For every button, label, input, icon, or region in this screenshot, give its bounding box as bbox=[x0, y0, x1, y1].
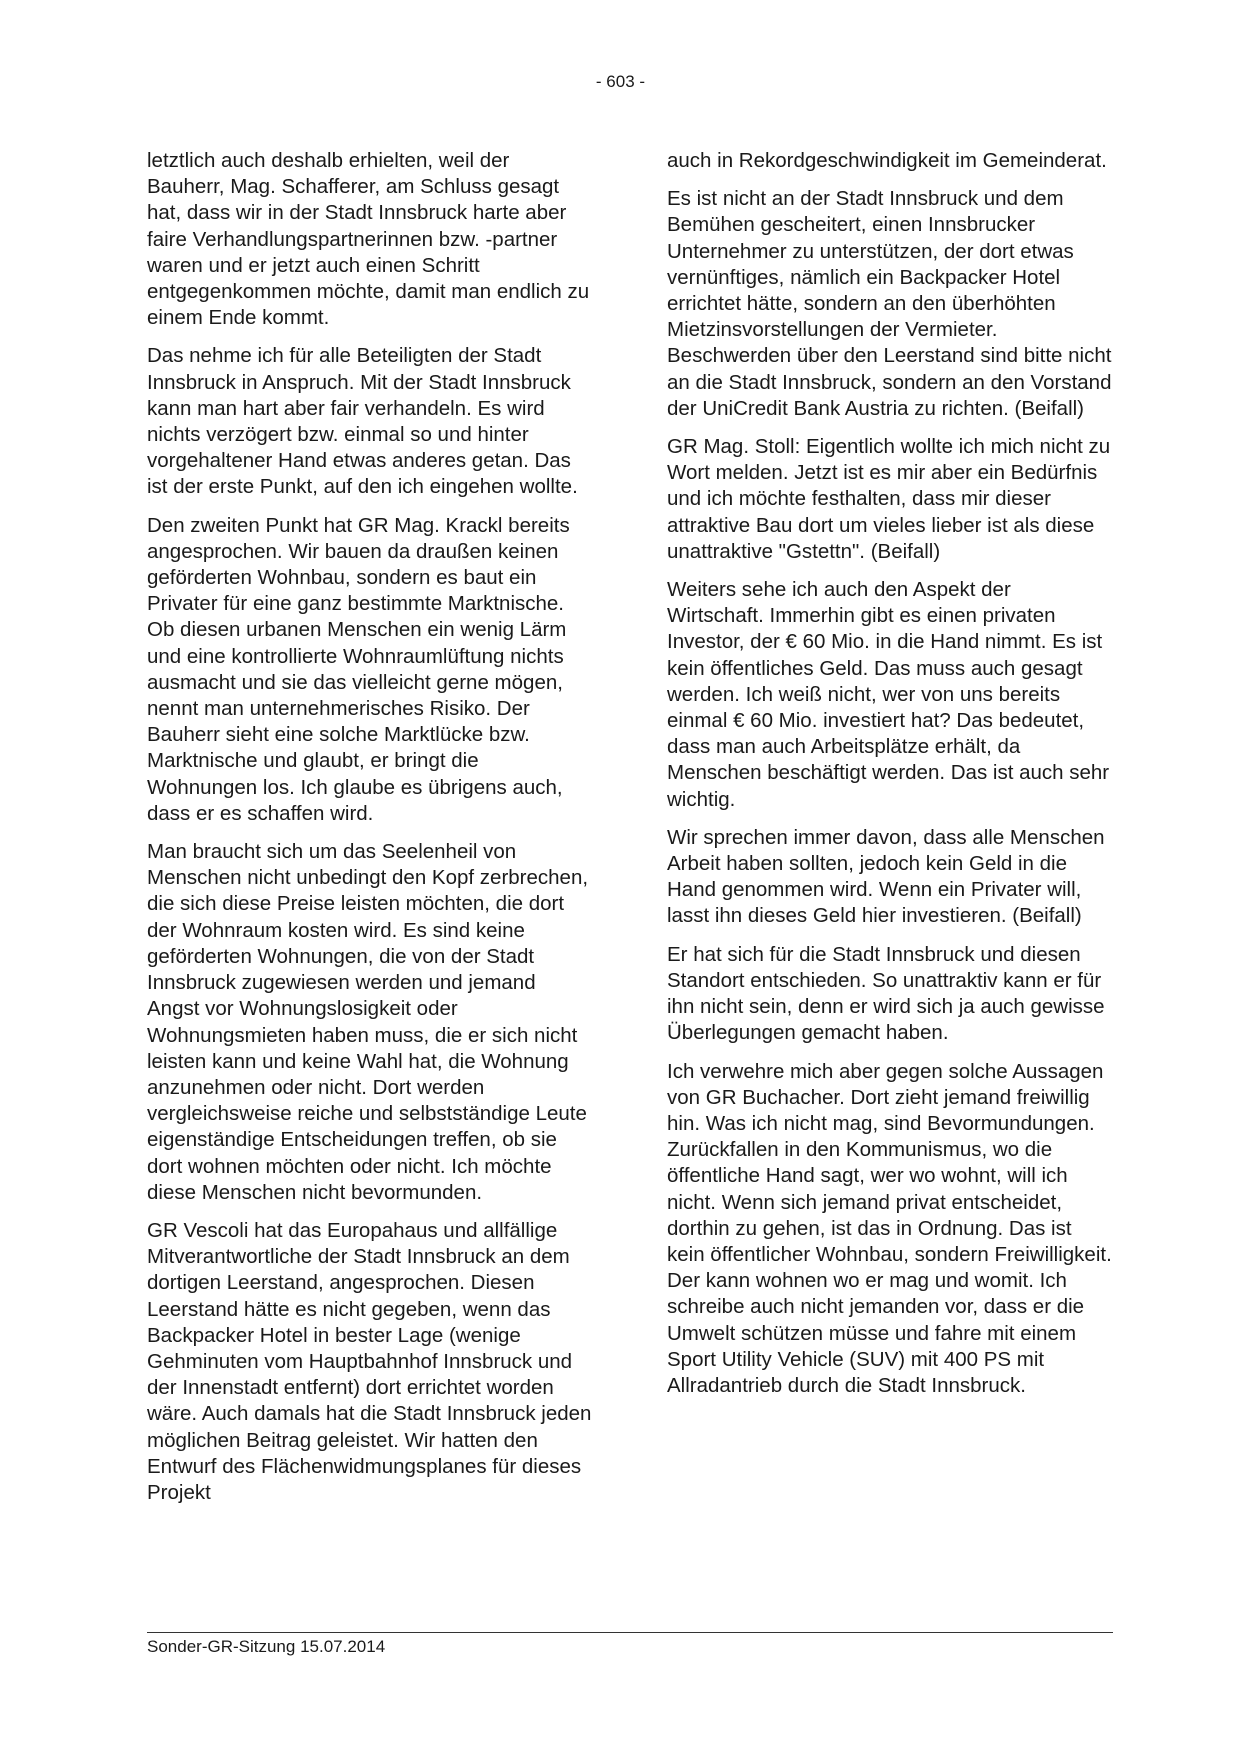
right-column bbox=[667, 148, 1112, 1411]
paragraph: GR Mag. Stoll: Eigentlich wollte ich mich nicht zu Wort melden. Jetzt ist es mir aber ein Bedürfnis und ich möchte festhalten, dass mir dieser attraktive Bau dort um vieles lieber ist als diese unattraktive "Gstettn". (Beifall) bbox=[667, 435, 1111, 563]
paragraph: Wir sprechen immer davon, dass alle Menschen Arbeit haben sollten, jedoch kein Geld in die Hand genommen wird. Wenn ein Privater will, lasst ihn dieses Geld hier investieren. (Beifall) bbox=[667, 825, 1105, 928]
paragraph: Er hat sich für die Stadt Innsbruck und diesen Standort entschieden. So unattraktiv kann er für ihn nicht sein, denn er wird sich ja auch gewisse Überlegungen gemacht haben. bbox=[667, 942, 1105, 1045]
paragraph: Ich verwehre mich aber gegen solche Aussagen von GR Buchacher. Dort zieht jemand freiwillig hin. Was ich nicht mag, sind Bevormundungen. Zurückfallen in den Kommunismus, wo die öffentliche Hand sagt, wer wo wohnt, will ich nicht. Wenn sich jemand privat entscheidet, dorthin zu gehen, ist das in Ordnung. Das ist kein öffentlicher Wohnbau, sondern Freiwilligkeit. Der kann wohnen wo er mag und womit. Ich schreibe auch nicht jemanden vor, dass er die Umwelt schützen müsse und fahre mit einem Sport Utility Vehicle (SUV) mit 400 PS mit Allradantrieb durch die Stadt Innsbruck. bbox=[667, 1059, 1112, 1397]
paragraph: Es ist nicht an der Stadt Innsbruck und dem Bemühen gescheitert, einen Innsbrucker Unternehmer zu unterstützen, der dort etwas vernünftiges, nämlich ein Backpacker Hotel errichtet hätte, sondern an den überhöhten Mietzinsvorstellungen der Vermieter. Beschwerden über den Leerstand sind bitte nicht an die Stadt Innsbruck, sondern an den Vorstand der UniCredit Bank Austria zu richten. (Beifall) bbox=[667, 187, 1112, 420]
left-column bbox=[147, 148, 592, 1518]
paragraph: Weiters sehe ich auch den Aspekt der Wirtschaft. Immerhin gibt es einen privaten Investor, der € 60 Mio. in die Hand nimmt. Es ist kein öffentliches Geld. Das muss auch gesagt werden. Ich weiß nicht, wer von uns bereits einmal € 60 Mio. investiert hat? Das bedeutet, dass man auch Arbeitsplätze erhält, da Menschen beschäftigt werden. Das ist auch sehr wichtig. bbox=[667, 578, 1110, 811]
page-number: - 603 - bbox=[595, 72, 646, 91]
paragraph: auch in Rekordgeschwindigkeit im Gemeinderat. bbox=[667, 149, 1107, 172]
paragraph: letztlich auch deshalb erhielten, weil der Bauherr, Mag. Schafferer, am Schluss gesagt hat, dass wir in der Stadt Innsbruck harte aber faire Verhandlungspartnerinnen bzw. -partner waren und er jetzt auch einen Schritt entgegenkommen möchte, damit man endlich zu einem Ende kommt. bbox=[147, 149, 590, 330]
footer-text: Sonder-GR-Sitzung 15.07.2014 bbox=[147, 1637, 386, 1656]
paragraph: Den zweiten Punkt hat GR Mag. Krackl bereits angesprochen. Wir bauen da draußen keinen geförderten Wohnbau, sondern es baut ein Privater für eine ganz bestimmte Marktnische. Ob diesen urbanen Menschen ein wenig Lärm und eine kontrollierte Wohnraumlüftung nichts ausmacht und sie das vielleicht gerne mögen, nennt man unternehmerisches Risiko. Der Bauherr sieht eine solche Marktlücke bzw. Marktnische und glaubt, er bringt die Wohnungen los. Ich glaube es übrigens auch, dass er es schaffen wird. bbox=[147, 513, 570, 825]
paragraph: Das nehme ich für alle Beteiligten der Stadt Innsbruck in Anspruch. Mit der Stadt Innsbruck kann man hart aber fair verhandeln. Es wird nichts verzögert bzw. einmal so und hinter vorgehaltener Hand etwas anderes getan. Das ist der erste Punkt, auf den ich eingehen wollte. bbox=[147, 344, 578, 499]
footer-rule bbox=[147, 1632, 1113, 1633]
paragraph: Man braucht sich um das Seelenheil von Menschen nicht unbedingt den Kopf zerbrechen, die sich diese Preise leisten möchten, die dort der Wohnraum kosten wird. Es sind keine geförderten Wohnungen, die von der Stadt Innsbruck zugewiesen werden und jemand Angst vor Wohnungslosigkeit oder Wohnungsmieten haben muss, die er sich nicht leisten kann und keine Wahl hat, die Wohnung anzunehmen oder nicht. Dort werden vergleichsweise reiche und selbstständige Leute eigenständige Entscheidungen treffen, ob sie dort wohnen möchten oder nicht. Ich möchte diese Menschen nicht bevormunden. bbox=[147, 840, 589, 1204]
paragraph: GR Vescoli hat das Europahaus und allfällige Mitverantwortliche der Stadt Innsbruck an dem dortigen Leerstand, angesprochen. Diesen Leerstand hätte es nicht gegeben, wenn das Backpacker Hotel in bester Lage (wenige Gehminuten vom Hauptbahnhof Innsbruck und der Innenstadt entfernt) dort errichtet worden wäre. Auch damals hat die Stadt Innsbruck jeden möglichen Beitrag geleistet. Wir hatten den Entwurf des Flächenwidmungsplanes für dieses Projekt bbox=[147, 1218, 592, 1504]
